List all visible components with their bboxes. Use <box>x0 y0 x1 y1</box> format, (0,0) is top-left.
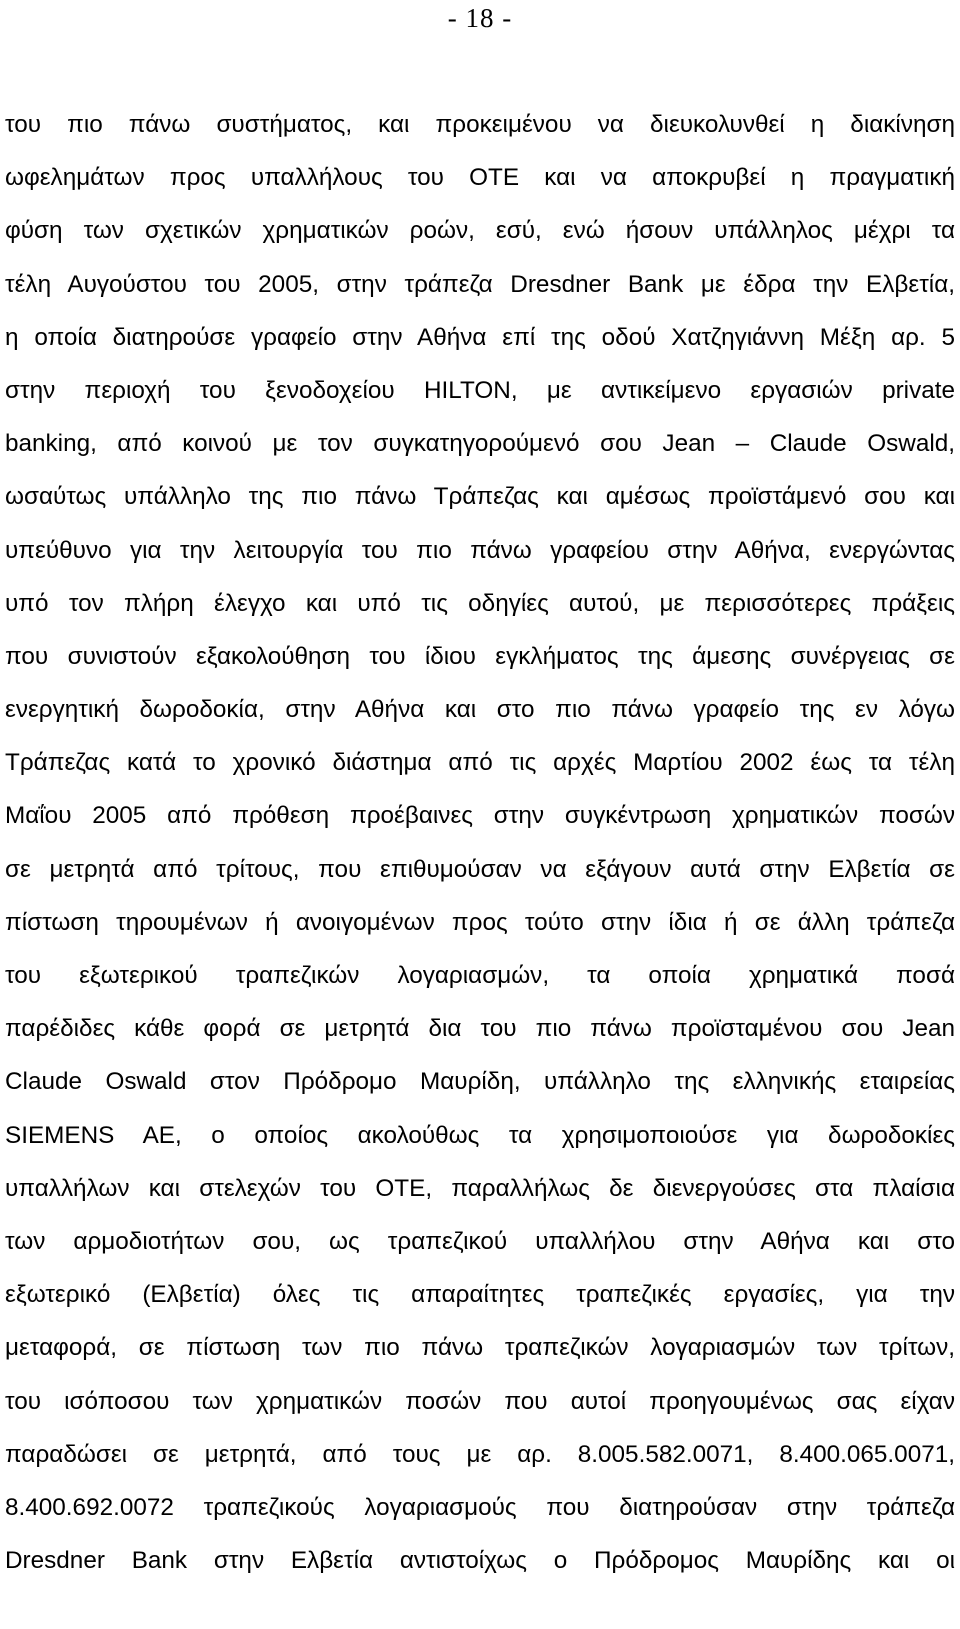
text-line: του πιο πάνω συστήματος, και προκειμένου να διευκολυνθεί η διακίνηση <box>5 111 955 138</box>
text-line: στην περιοχή του ξενοδοχείου HILTON, με αντικείμενο εργασιών private <box>5 376 955 404</box>
text-line: εξωτερικό (Ελβετία) όλες τις απαραίτητες τραπεζικές εργασίες, για την <box>5 1281 955 1309</box>
text-line: 8.400.692.0072 τραπεζικούς λογαριασμούς που διατηρούσαν στην τράπεζα <box>5 1493 955 1521</box>
text-line: του εξωτερικού τραπεζικών λογαριασμών, τα οποία χρηματικά ποσά <box>5 962 955 989</box>
text-line: Τράπεζας κατά το χρονικό διάστημα από τις αρχές Μαρτίου 2002 έως τα τέλη <box>5 749 955 777</box>
text-line: ενεργητική δωροδοκία, στην Αθήνα και στο πιο πάνω γραφείο της εν λόγω <box>5 696 955 724</box>
text-line: ωφελημάτων προς υπαλλήλους του ΟΤΕ και να αποκρυβεί η πραγματική <box>5 164 955 192</box>
text-line: παρέδιδες κάθε φορά σε μετρητά δια του πιο πάνω προϊσταμένου σου Jean <box>5 1015 955 1043</box>
text-line: SIEMENS AE, ο οποίος ακολούθως τα χρησιμοποιούσε για δωροδοκίες <box>5 1121 955 1149</box>
text-line: η οποία διατηρούσε γραφείο στην Αθήνα επί της οδού Χατζηγιάννη Μέξη αρ. 5 <box>5 323 955 351</box>
text-line: ωσαύτως υπάλληλο της πιο πάνω Τράπεζας και αμέσως προϊστάμενό σου και <box>5 483 955 511</box>
text-line: Claude Oswald στον Πρόδρομο Μαυρίδη, υπάλληλο της ελληνικής εταιρείας <box>5 1068 955 1096</box>
text-line: που συνιστούν εξακολούθηση του ίδιου εγκλήματος της άμεσης συνέργειας σε <box>5 642 955 670</box>
text-line: υπεύθυνο για την λειτουργία του πιο πάνω γραφείου στην Αθήνα, ενεργώντας <box>5 536 955 564</box>
text-line: υπαλλήλων και στελεχών του ΟΤΕ, παραλλήλως δε διενεργούσες στα πλαίσια <box>5 1174 955 1202</box>
text-line: παραδώσει σε μετρητά, από τους με αρ. 8.005.582.0071, 8.400.065.0071, <box>5 1440 955 1468</box>
text-line: υπό τον πλήρη έλεγχο και υπό τις οδηγίες αυτού, με περισσότερες πράξεις <box>5 589 955 617</box>
text-line: Μαΐου 2005 από πρόθεση προέβαινες στην συγκέντρωση χρηματικών ποσών <box>5 802 955 830</box>
page-number: - 18 - <box>447 3 513 33</box>
body-text <box>5 98 955 1587</box>
text-line: σε μετρητά από τρίτους, που επιθυμούσαν να εξάγουν αυτά στην Ελβετία σε <box>5 855 955 883</box>
text-line: banking, από κοινού με τον συγκατηγορούμενό σου Jean – Claude Oswald, <box>5 430 955 458</box>
text-line: του ισόποσου των χρηματικών ποσών που αυτοί προηγουμένως σας είχαν <box>5 1387 955 1415</box>
text-line: φύση των σχετικών χρηματικών ροών, εσύ, ενώ ήσουν υπάλληλος μέχρι τα <box>5 217 955 245</box>
text-line: πίστωση τηρουμένων ή ανοιγομένων προς τούτο στην ίδια ή σε άλλη τράπεζα <box>5 908 955 936</box>
text-line: μεταφορά, σε πίστωση των πιο πάνω τραπεζικών λογαριασμών των τρίτων, <box>5 1334 955 1362</box>
text-line: τέλη Αυγούστου του 2005, στην τράπεζα Dresdner Bank με έδρα την Ελβετία, <box>5 270 955 298</box>
text-line: Dresdner Bank στην Ελβετία αντιστοίχως ο Πρόδρομος Μαυρίδης και οι <box>5 1547 955 1575</box>
text-line: των αρμοδιοτήτων σου, ως τραπεζικού υπαλλήλου στην Αθήνα και στο <box>5 1227 955 1255</box>
